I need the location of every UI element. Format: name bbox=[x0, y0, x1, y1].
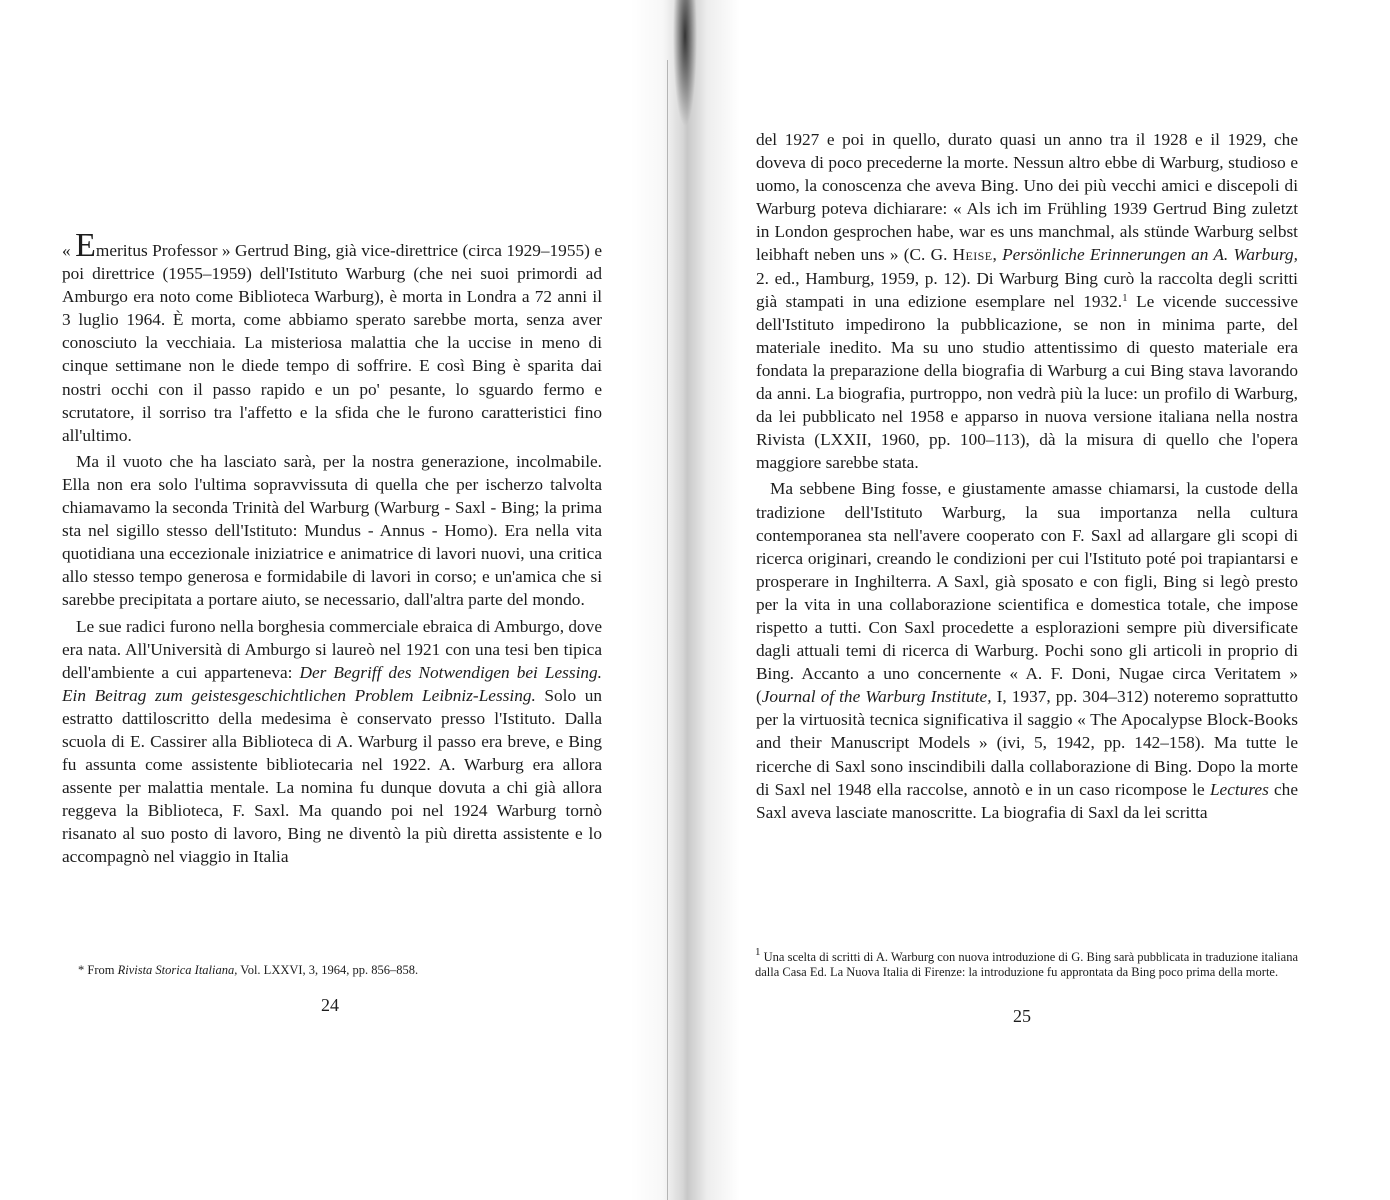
right-paragraph-2-text-c: che Saxl aveva lasciate manoscritte. La biografia di Saxl da lei scritta bbox=[756, 779, 1298, 822]
left-paragraph-1-text: meritus Professor » Gertrud Bing, già vice-direttrice (circa 1929–1955) e poi direttrice (1955–1959) dell'Istituto Warburg (che nei suoi primordi ad Amburgo era noto come Biblioteca Warburg), è morta in Londra a 72 anni il 3 luglio 1964. È morta, come abbiamo sperato sarebbe morta, senza aver conosciuto la vecchiaia. La misteriosa malattia che la uccise in meno di cinque settimane non le diede tempo di soffrire. E così Bing è sparita dai nostri occhi con il passo rapido e un po' pesante, lo sguardo fermo e scrutatore, il sorriso tra l'affetto e la sfida che le furono caratteristici fino all'ultimo. bbox=[62, 241, 602, 445]
gutter-fold-line bbox=[667, 60, 668, 1200]
left-paragraph-3-text-a: Le sue radici furono nella borghesia commerciale ebraica di Amburgo, dove era nata. All'Università di Amburgo si laureò nel 1921 con una tesi ben tipica dell'ambiente a cui apparteneva: bbox=[62, 616, 602, 682]
heise-book-title: Persönliche Erinnerungen an A. Warburg, bbox=[1002, 245, 1299, 265]
right-footnote-text: Una scelta di scritti di A. Warburg con nuova introduzione di G. Bing sarà pubblicata in traduzione italiana dalla Casa Ed. La Nuova Italia di Firenze: la introduzione fu approntata da Bing poco prima della morte. bbox=[755, 950, 1298, 979]
left-paragraph-1 bbox=[62, 227, 602, 447]
left-paragraph-2: Ma il vuoto che ha lasciato sarà, per la nostra generazione, incolmabile. Ella non era solo l'ultima sopravvissuta di quella che per ischerzo talvolta chiamavamo la seconda Trinità del Warburg (Warburg - Saxl - Bing; la prima sta nel sigillo stesso dell'Istituto: Mundus - Annus - Homo). Era nella vita quotidiana una eccezionale iniziatrice e animatrice di lavori nuovi, una critica allo stesso tempo generosa e formidabile di lavori in corso; e un'amica che si sarebbe precipitata a portare aiuto, se necessario, dall'altra parte del mondo. bbox=[62, 451, 602, 610]
left-paragraph-3 bbox=[62, 615, 602, 869]
opening-quote: « bbox=[62, 241, 76, 260]
lectures-title: Lectures bbox=[1209, 779, 1269, 799]
right-paragraph-1-text-d: Le vicende successive dell'Istituto impedirono la pubblicazione, se non in minima parte, del materiale inedito. Ma su uno studio attentissimo di questo materiale era fondata la preparazione della biografia di Warburg a cui Bing stava lavorando da anni. La biografia, purtroppo, non vedrà più la luce: un profilo di Warburg, da lei pubblicato nel 1958 e apparso in nuova versione italiana nella nostra Rivista (LXXII, 1960, pp. 100–113), dà la misura di quello che l'opera maggiore sarebbe stata. bbox=[756, 291, 1298, 473]
left-footnote-citation: Vol. LXXVI, 3, 1964, pp. 856–858. bbox=[237, 963, 419, 977]
right-paragraph-2 bbox=[756, 477, 1298, 823]
right-paragraph-1-text-a: del 1927 e poi in quello, durato quasi un anno tra il 1928 e il 1929, che doveva di poco precederne la morte. Nessun altro ebbe di Warburg, studioso e uomo, la conoscenza che aveva Bing. Uno dei più vecchi amici e discepoli di Warburg poteva dichiarare: « Als ich im Frühling 1939 Gertrud Bing zuletzt in London gesprochen habe, war es uns manchmal, als stünde Warburg selbst leibhaft neben uns » (C. G. bbox=[756, 130, 1298, 265]
right-page-body bbox=[756, 128, 1298, 824]
book-gutter-shadow bbox=[630, 0, 740, 1200]
author-heise: Heise bbox=[952, 245, 993, 265]
right-paragraph-1 bbox=[756, 128, 1298, 474]
left-paragraph-3-text-b: Solo un estratto dattiloscritto della medesima è conservato presso l'Istituto. Dalla scuola di E. Cassirer alla Biblioteca di A. Warburg il passo era breve, e Bing fu assunta come assistente bibliotecaria nel 1922. A. Warburg era allora assente per malattia mentale. La nomina fu dunque dovuta a chi già allora reggeva la Biblioteca, F. Saxl. Ma quando poi nel 1924 Warburg tornò risanato al suo posto di lavoro, Bing ne diventò la più diretta assistente e lo accompagnò nel viaggio in Italia bbox=[62, 685, 602, 867]
footnote-reference-1: 1 bbox=[1122, 291, 1128, 304]
page-number-left: 24 bbox=[321, 995, 339, 1015]
right-paragraph-2-text-a: Ma sebbene Bing fosse, e giustamente amasse chiamarsi, la custode della tradizione dell'Istituto Warburg, la sua importanza nella cultura contemporanea sta nell'avere cooperato con F. Saxl ad allargare gli scopi di ricerca originari, creando le condizioni per cui l'Istituto poté poi trapiantarsi e prosperare in Inghilterra. A Saxl, già sposato e con figli, Bing si legò presto per la vita in una collaborazione scientifica e domestica totale, che impose rispetto a tutti. Con Saxl procedette a esplorazioni sempre più diversificate dagli attuali temi di ricerca di Warburg. Pochi sono gli articoli in proprio di Bing. Accanto a uno concernente « A. F. Doni, Nugae circa Veritatem » ( bbox=[756, 479, 1298, 707]
right-paragraph-1-text-c: 2. ed., Hamburg, 1959, p. 12). Di Warburg Bing curò la raccolta degli scritti già stampati in una edizione esemplare nel 1932. bbox=[756, 268, 1298, 311]
right-paragraph-2-text-b: I, 1937, pp. 304–312) noteremo soprattutto per la virtuosità tecnica significativa il saggio « The Apocalypse Block-Books and their Manuscript Models » (ivi, 5, 1942, pp. 142–158). Ma tutte le ricerche di Saxl sono inscindibili dalla collaborazione di Bing. Dopo la morte di Saxl nel 1948 ella raccolse, annotò e in un caso ricompose le bbox=[756, 687, 1299, 799]
left-footnote bbox=[78, 963, 598, 978]
left-footnote-prefix: * From bbox=[78, 963, 118, 977]
warburg-journal-title: Journal of the Warburg Institute, bbox=[761, 687, 992, 707]
drop-cap-letter: E bbox=[75, 227, 96, 264]
thesis-title: Der Begriff des Notwendigen bei Lessing. Ein Beitrag zum geistesgeschichtlichen Problem Leibniz-Lessing. bbox=[62, 662, 602, 705]
right-paragraph-1-comma: , bbox=[992, 245, 1003, 265]
right-footnote bbox=[755, 946, 1298, 979]
left-footnote-journal: Rivista Storica Italiana, bbox=[117, 963, 238, 977]
page-number-right: 25 bbox=[1013, 1006, 1031, 1026]
left-page-body bbox=[62, 227, 602, 869]
footnote-marker-1: 1 bbox=[755, 946, 761, 958]
